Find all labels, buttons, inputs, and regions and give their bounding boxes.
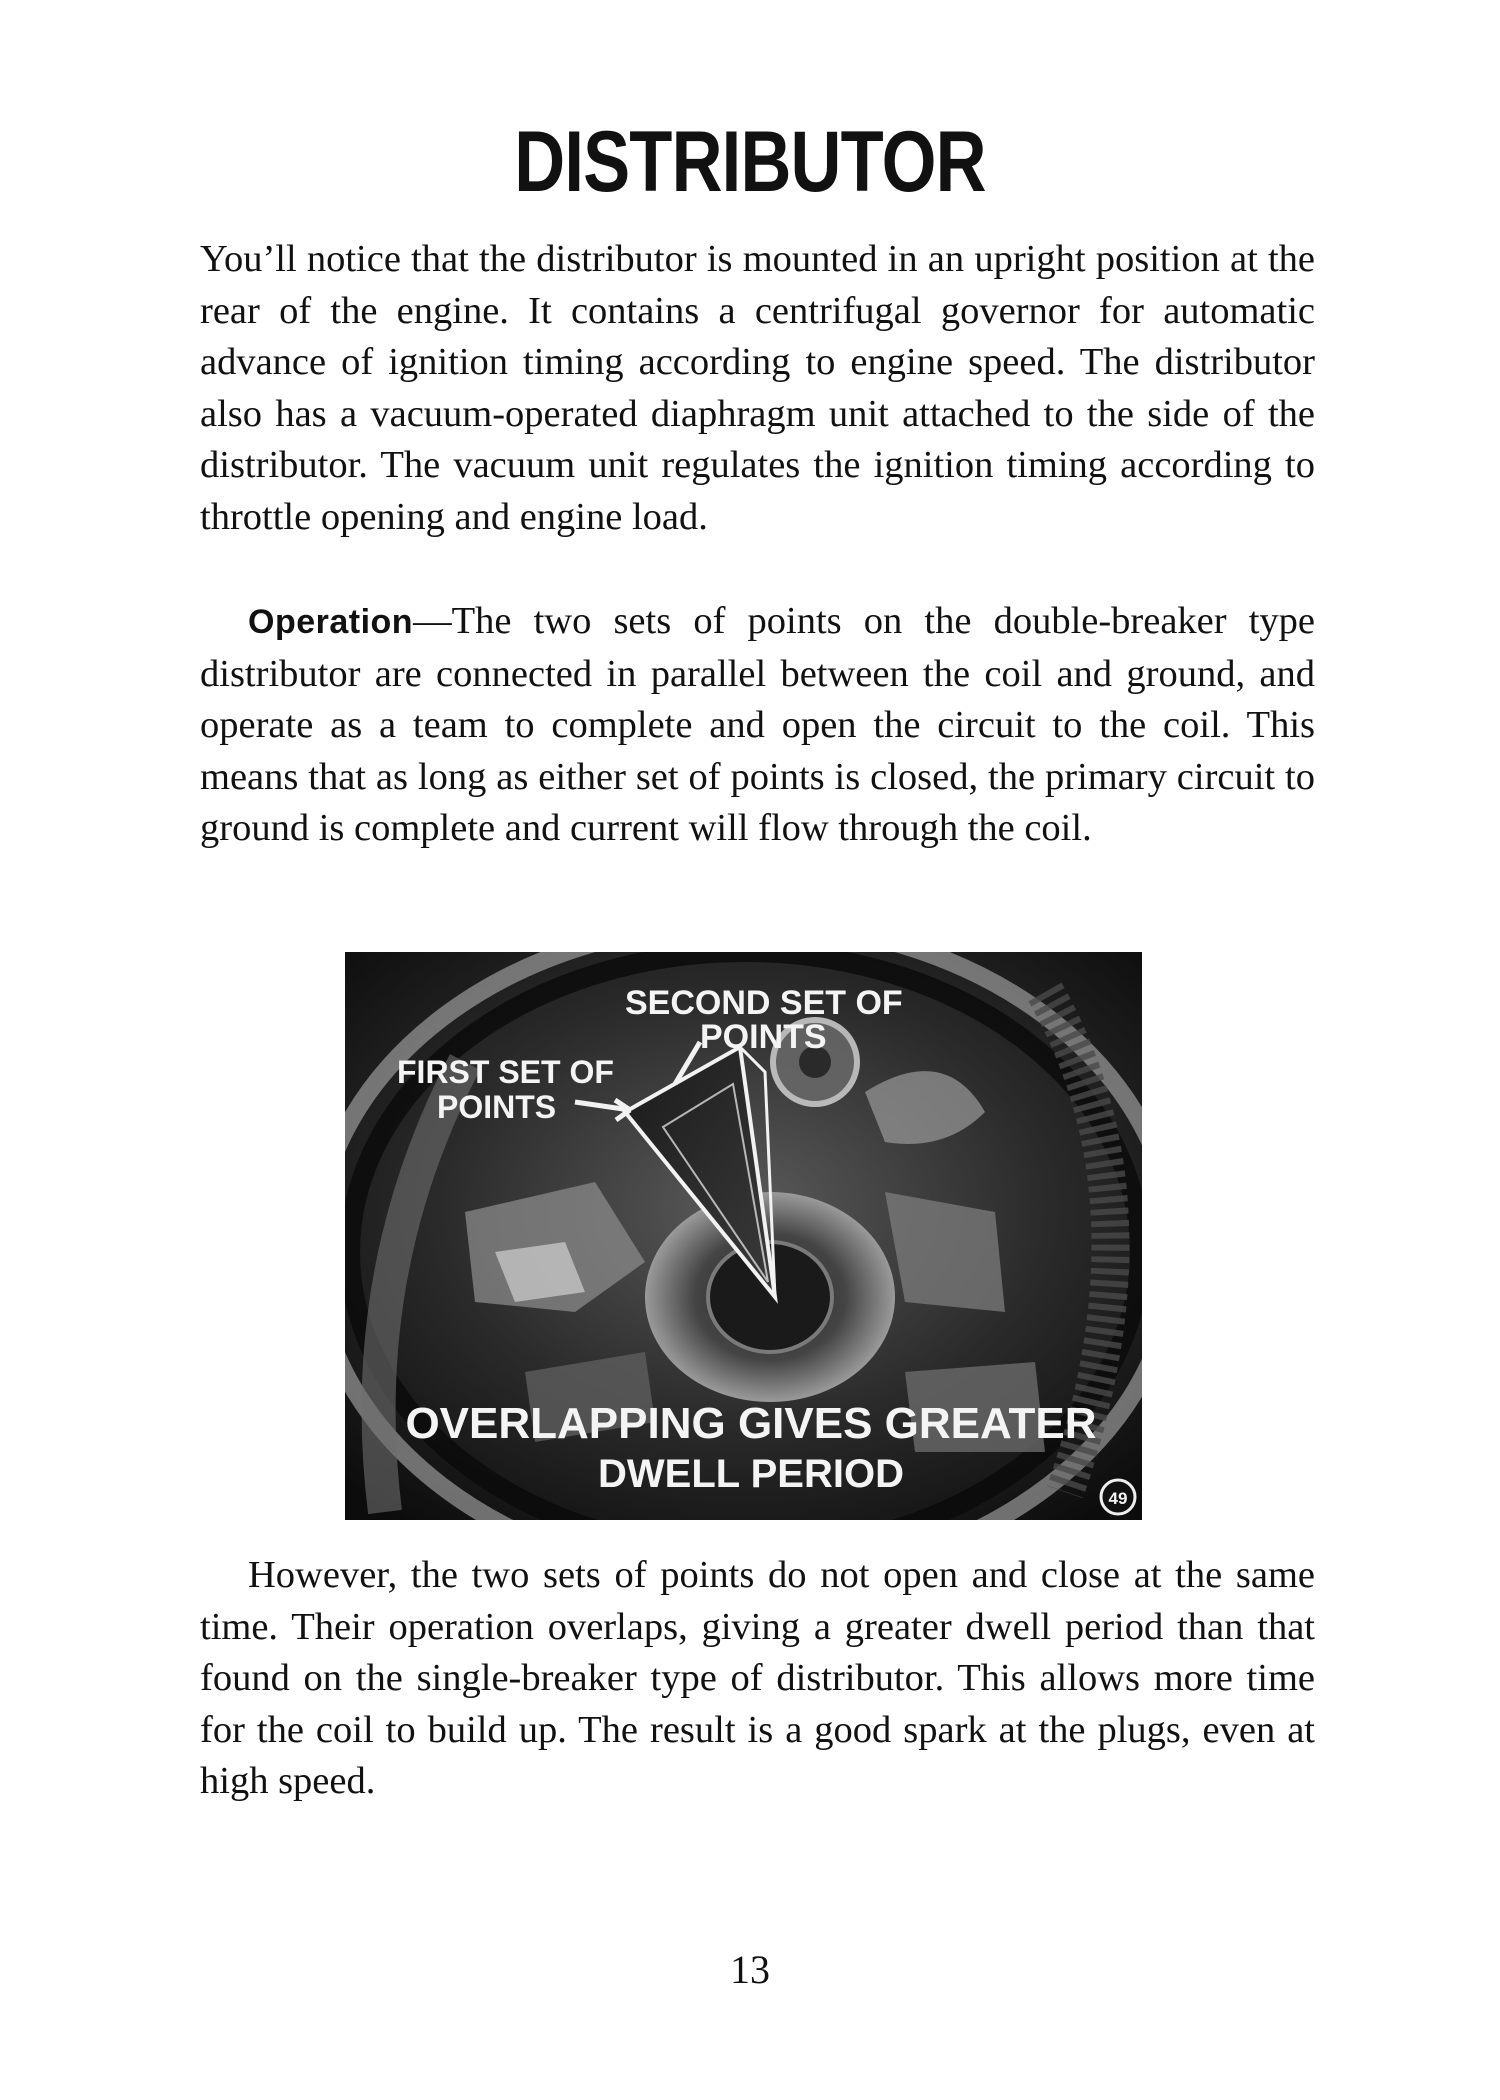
figure-number: 49	[1108, 1489, 1128, 1508]
page-title: DISTRIBUTOR	[514, 114, 986, 210]
label-second-set-line2: POINTS	[700, 1018, 827, 1056]
operation-body: —The two sets of points on the double-breaker type distributor are connected in parallel between the coil and ground, and operate as a team to complete and open the circuit to the coil. This means that as long as either set of points is closed, the primary circuit to ground is complete and current will flow through the coil.	[200, 600, 1315, 849]
caption-line2: DWELL PERIOD	[598, 1452, 904, 1496]
caption-line1: OVERLAPPING GIVES GREATER	[405, 1399, 1097, 1448]
page-number: 13	[730, 1947, 770, 1992]
operation-paragraph	[200, 596, 1315, 855]
distributor-photo	[345, 952, 1142, 1520]
operation-heading: Operation	[248, 603, 414, 641]
intro-paragraph: You’ll notice that the distributor is mounted in an upright position at the rear of the engine. It contains a centrifugal governor for automatic advance of ignition timing according to engine speed. The distributor also has a vacuum-operated diaphragm unit attached to the side of the distributor. The vacuum unit regulates the ignition timing according to throttle opening and engine load.	[200, 238, 1315, 538]
however-body: However, the two sets of points do not open and close at the same time. Their operation overlaps, giving a greater dwell period than that found on the single-breaker type of distributor. This allows more time for the coil to build up. The result is a good spark at the plugs, even at high speed.	[200, 1554, 1315, 1802]
label-first-set-line2: POINTS	[437, 1089, 557, 1125]
label-first-set-line1: FIRST SET OF	[397, 1054, 614, 1090]
however-paragraph	[200, 1550, 1315, 1808]
label-second-set-line1: SECOND SET OF	[625, 984, 903, 1022]
distributor-photo-illustration	[345, 952, 1142, 1520]
